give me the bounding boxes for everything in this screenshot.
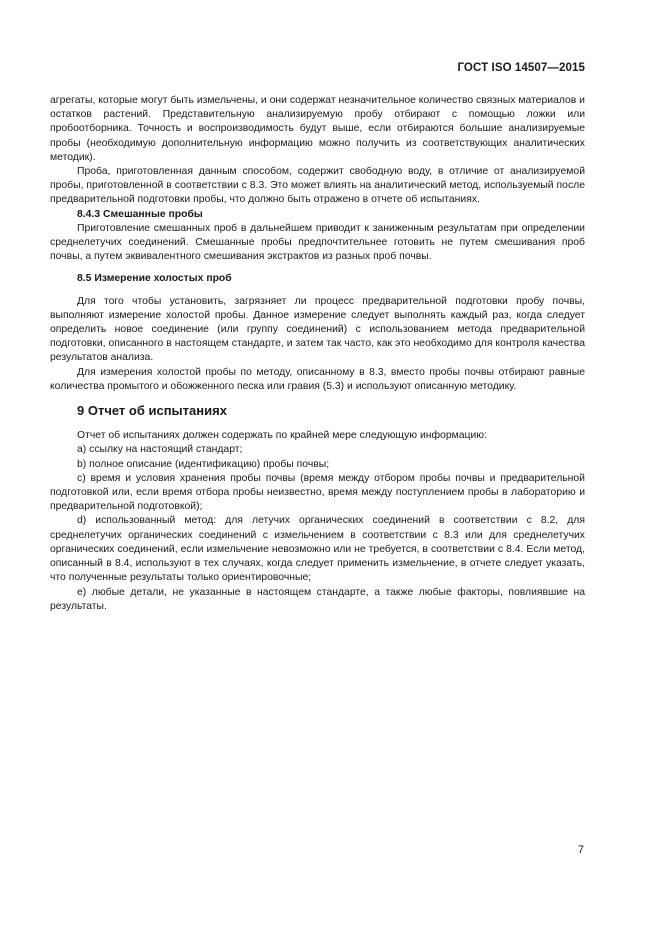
paragraph-blank-method: Для измерения холостой пробы по методу, описанному в 8.3, вместо пробы почвы отбирают равные количества промытого и обожженного песка или гравия (5.3) и используют описанную методику. [50,366,585,392]
document-header: ГОСТ ISO 14507—2015 [457,62,585,74]
list-item-c: c) время и условия хранения пробы почвы (время между отбором пробы почвы и предварительной подготовкой или, если время отбора пробы неизвестно, время между поступлением пробы в лабораторию и предварительной подготовкой); [50,472,585,513]
list-item-e: e) любые детали, не указанные в настоящем стандарте, а также любые факторы, повлиявшие на результаты. [50,586,585,612]
list-item-d: d) использованный метод: для летучих органических соединений в соответствии с 8.2, для среднелетучих органических соединений с измельчением в соответствии с 8.3 или для среднелетучих органических соединений, если измельчение невозможно или не требуется, в соответствии с 8.4. Если метод, описанный в 8.4, используют в тех случаях, когда следует применить измельчение, в отчете следует указать, что полученные результаты только ориентировочные; [50,515,585,584]
list-item-a: a) ссылку на настоящий стандарт; [77,444,243,456]
list-item-b: b) полное описание (идентификацию) пробы почвы; [77,458,330,470]
paragraph-continuation: агрегаты, которые могут быть измельчены, и они содержат незначительное количество связных материалов и остатков растений. Представительную анализируемую пробу отбирают с помощью ложки или пробоотборника. Точность и воспроизводимость будут выше, если отбираются большие анализируемые пробы (необходимую дополнительную информацию можно получить из соответствующих аналитических методик). [50,95,585,163]
paragraph-report-intro: Отчет об испытаниях должен содержать по крайней мере следующую информацию: [77,430,487,442]
paragraph-sample-water: Проба, приготовленная данным способом, содержит свободную воду, в отличие от анализируемой пробы, приготовленной в соответствии с 8.3. Это может влиять на аналитический метод, используемый после предварительной подготовки пробы, что должно быть отражено в отчете об испытаниях. [50,166,585,206]
heading-section-9: 9 Отчет об испытаниях [77,403,227,419]
paragraph-mixed-samples: Приготовление смешанных проб в дальнейшем приводит к заниженным результатам при определении среднелетучих соединений. Смешанные пробы предпочтительнее готовить не путем смешивания проб почвы, а путем эквивалентного смешивания экстрактов из разных проб почвы. [50,222,585,263]
heading-8-4-3: 8.4.3 Смешанные пробы [77,208,203,220]
paragraph-blank-measurement: Для того чтобы установить, загрязняет ли процесс предварительной подготовки пробу почвы, выполняют измерение холостой пробы. Данное измерение следует выполнять каждый раз, когда следует определить новое соединение (или группу соединений) с использованием метода предварительной подготовки, описанного в настоящем стандарте, и затем так часто, как это необходимо для контроля качества результатов анализа. [50,295,585,364]
page-number: 7 [577,844,584,856]
page-body [50,94,585,614]
heading-8-5: 8.5 Измерение холостых проб [77,273,232,285]
